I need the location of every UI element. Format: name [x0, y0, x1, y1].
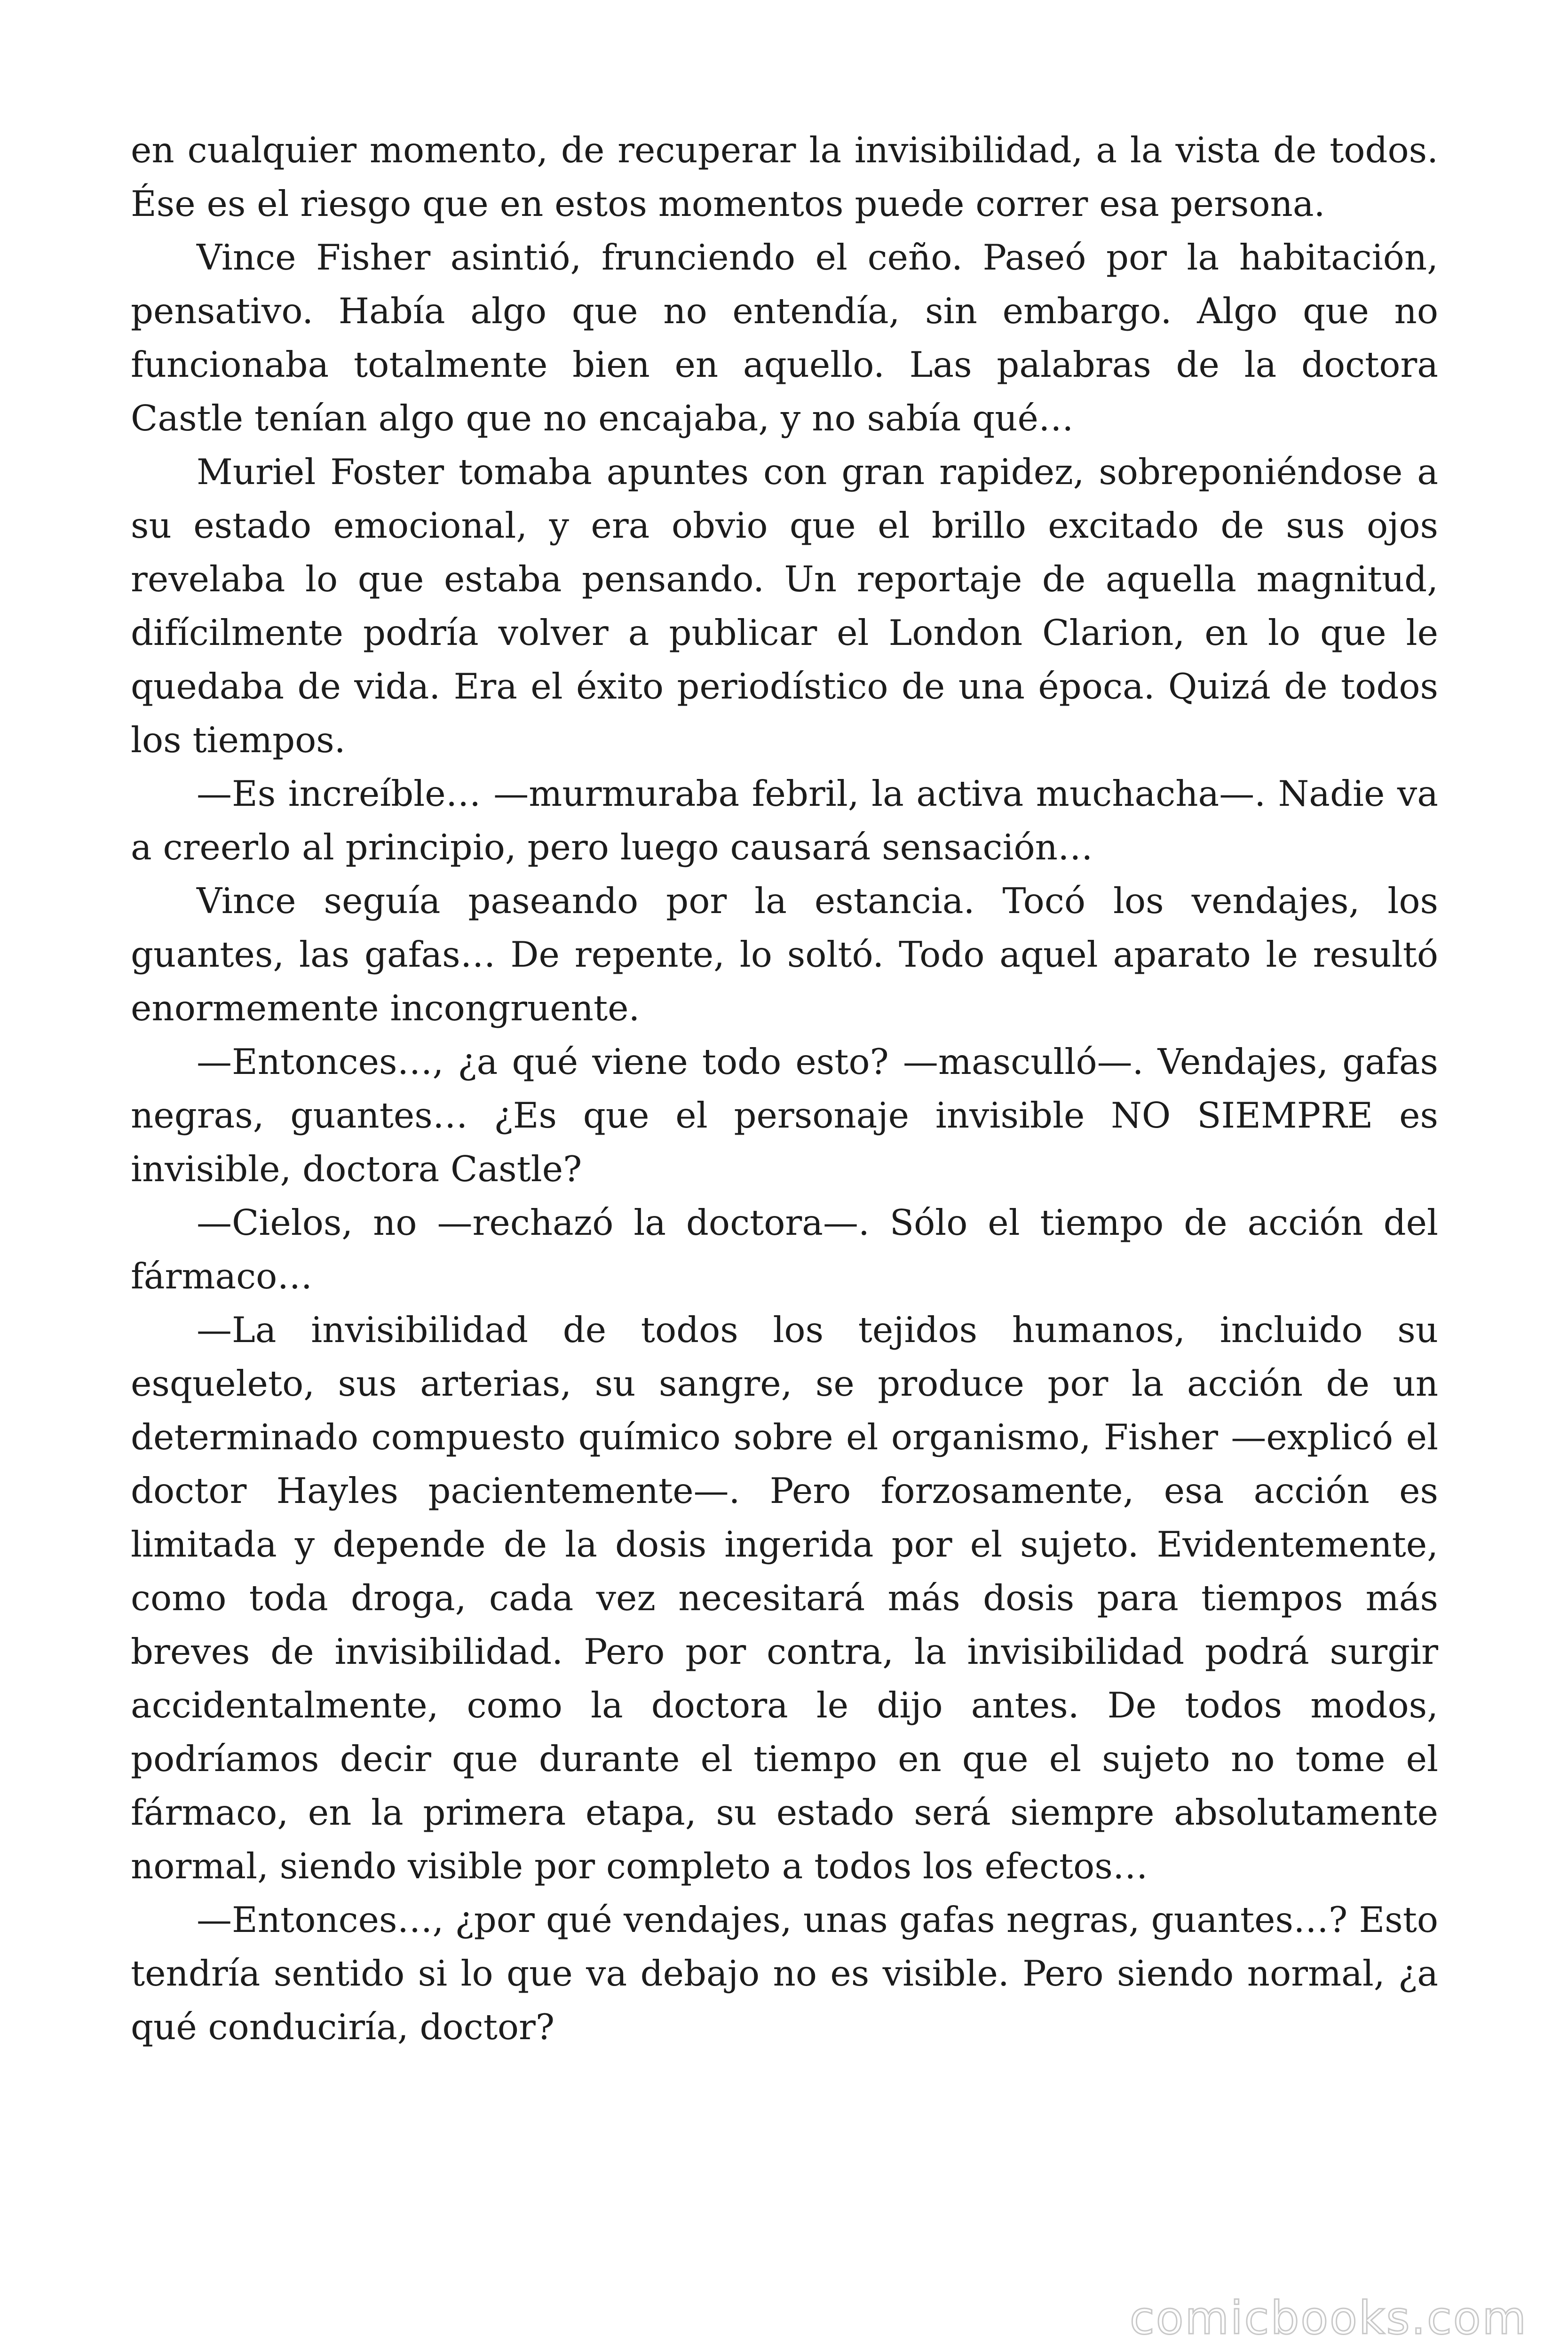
- paragraph-3: Muriel Foster tomaba apuntes con gran rapidez, sobreponiéndose a su estado emocional, y era obvio que el brillo excitado de sus ojos revelaba lo que estaba pensando. Un reportaje de aquella magnitud, difícilmente podría volver a publicar el London Clarion, en lo que le quedaba de vida. Era el éxito periodístico de una época. Quizá de todos los tiempos.: [131, 451, 1438, 761]
- paragraph-1: en cualquier momento, de recuperar la invisibilidad, a la vista de todos. Ése es el riesgo que en estos momentos puede correr esa persona.: [131, 129, 1438, 224]
- paragraph-5: Vince seguía paseando por la estancia. Tocó los vendajes, los guantes, las gafas… De repente, lo soltó. Todo aquel aparato le resultó enormemente incongruente.: [131, 880, 1438, 1029]
- paragraph-9: —Entonces…, ¿por qué vendajes, unas gafas negras, guantes…? Esto tendría sentido si lo que va debajo no es visible. Pero siendo normal, ¿a qué conduciría, doctor?: [131, 1899, 1438, 2048]
- paragraph-2: Vince Fisher asintió, frunciendo el ceño. Paseó por la habitación, pensativo. Había algo que no entendía, sin embargo. Algo que no funcionaba totalmente bien en aquello. Las palabras de la doctora Castle tenían algo que no encajaba, y no sabía qué…: [131, 237, 1438, 439]
- watermark: comicbooks.com: [1129, 2292, 1528, 2344]
- paragraph-6: —Entonces…, ¿a qué viene todo esto? —masculló—. Vendajes, gafas negras, guantes… ¿Es que el personaje invisible NO SIEMPRE es invisible, doctora Castle?: [131, 1041, 1438, 1190]
- paragraph-7: —Cielos, no —rechazó la doctora—. Sólo el tiempo de acción del fármaco…: [131, 1202, 1438, 1297]
- paragraph-4: —Es increíble… —murmuraba febril, la activa muchacha—. Nadie va a creerlo al principio, pero luego causará sensación…: [131, 773, 1438, 868]
- paragraph-8: —La invisibilidad de todos los tejidos humanos, incluido su esqueleto, sus arterias, su sangre, se produce por la acción de un determinado compuesto químico sobre el organismo, Fisher —explicó el doctor Hayles pacientemente—. Pero forzosamente, esa acción es limitada y depende de la dosis ingerida por el sujeto. Evidentemente, como toda droga, cada vez necesitará más dosis para tiempos más breves de invisibilidad. Pero por contra, la invisibilidad podrá surgir accidentalmente, como la doctora le dijo antes. De todos modos, podríamos decir que durante el tiempo en que el sujeto no tome el fármaco, en la primera etapa, su estado será siempre absolutamente normal, siendo visible por completo a todos los efectos…: [131, 1309, 1438, 1887]
- book-page-text: [131, 123, 1438, 2054]
